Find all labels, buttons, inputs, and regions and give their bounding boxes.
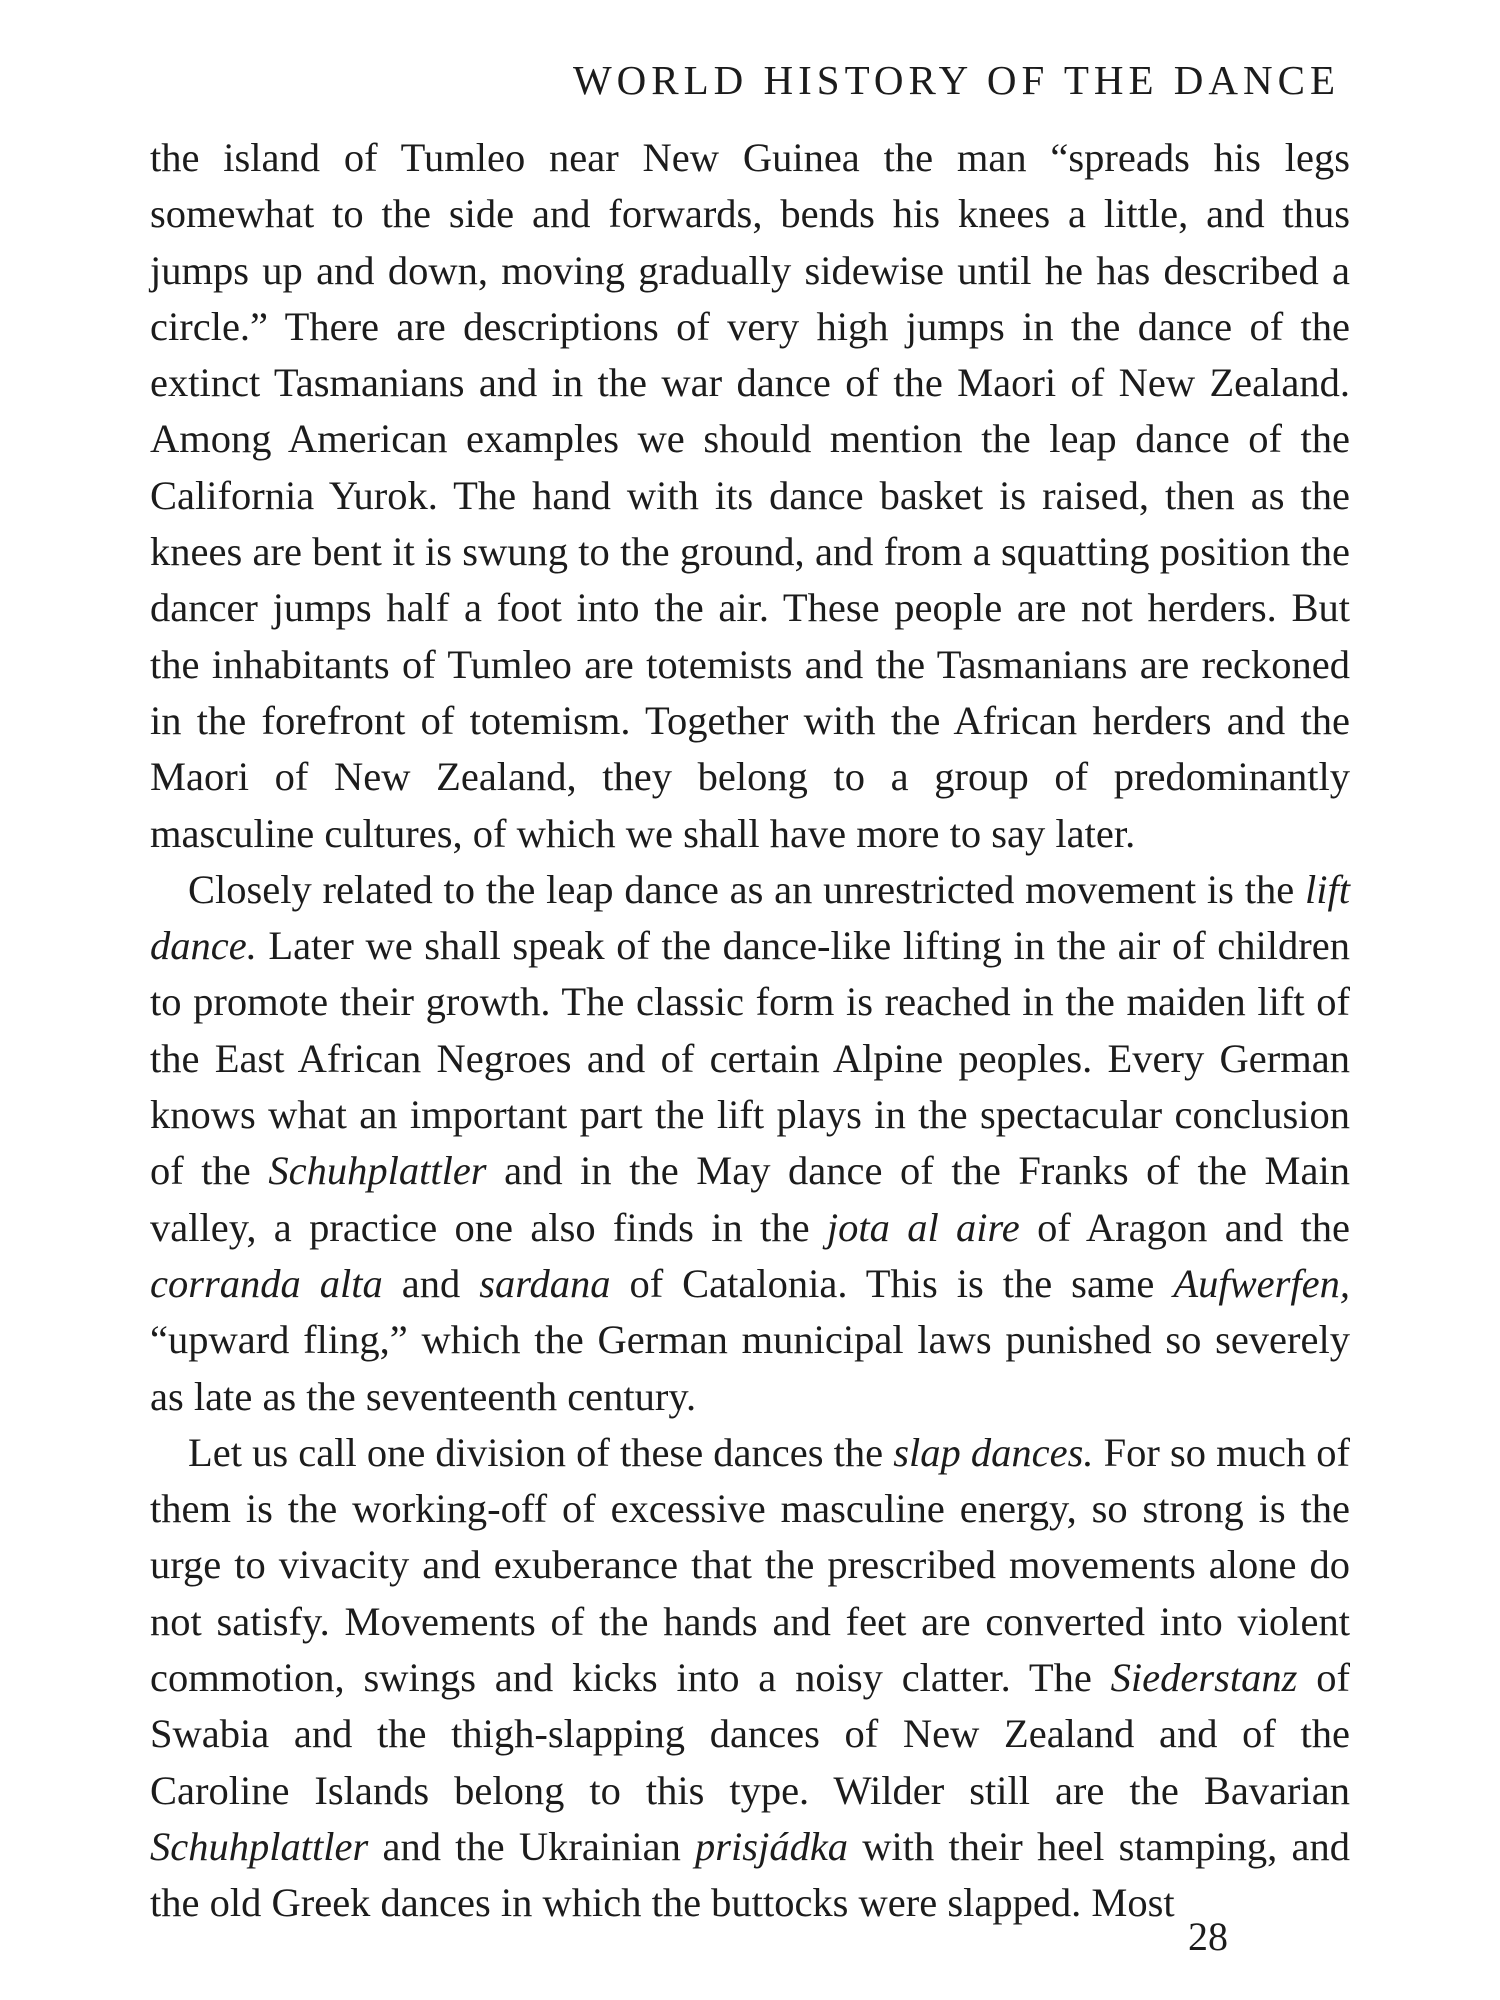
paragraph bbox=[150, 862, 1350, 1425]
running-head: WORLD HISTORY OF THE DANCE bbox=[572, 57, 1340, 103]
italic-term: lift dance. bbox=[150, 866, 1350, 969]
paragraph bbox=[150, 130, 1350, 862]
italic-term: prisjádka bbox=[695, 1823, 849, 1869]
text-run: Let us call one division of these dances the bbox=[188, 1429, 894, 1475]
italic-term: jota al aire bbox=[826, 1204, 1020, 1250]
text-run: Closely related to the leap dance as an unrestricted movement is the bbox=[188, 866, 1305, 912]
text-run: Later we shall speak of the dance-like lifting in the air of children to promote their growth. The classic form is reached in the maiden lift of the East African Negroes and of certain Alpine peoples. Every German knows what an important part the lift plays in the spectacular conclusion of the bbox=[150, 923, 1350, 1194]
text-run: of Aragon and the bbox=[1019, 1204, 1350, 1250]
italic-term: Schuhplattler bbox=[268, 1148, 487, 1194]
text-run: and bbox=[382, 1260, 480, 1306]
text-run: and the Ukrainian bbox=[368, 1823, 696, 1869]
italic-term: Siederstanz bbox=[1110, 1655, 1298, 1701]
italic-term: slap dances. bbox=[893, 1429, 1094, 1475]
italic-term: Aufwerfen, bbox=[1173, 1260, 1350, 1306]
italic-term: Schuhplattler bbox=[150, 1823, 369, 1869]
body-text bbox=[150, 130, 1350, 1932]
text-run: of Swabia and the thigh-slapping dances of New Zealand and of the Caroline Islands belong to this type. Wilder still are the Bavarian bbox=[150, 1655, 1350, 1813]
text-run: of Catalonia. This is the same bbox=[610, 1260, 1174, 1306]
text-run: with their heel stamping, and the old Greek dances in which the buttocks were slapped. Most bbox=[150, 1823, 1350, 1926]
text-run: the island of Tumleo near New Guinea the man “spreads his legs somewhat to the side and forwards, bends his knees a little, and thus jumps up and down, moving gradually sidewise until he has described a circle.” There are descriptions of very high jumps in the dance of the extinct Tasmanians and in the war dance of the Maori of New Zealand. Among American examples we should mention the leap dance of the California Yurok. The hand with its dance basket is raised, then as the knees are bent it is swung to the ground, and from a squatting position the dancer jumps half a foot into the air. These people are not herders. But the inhabitants of Tumleo are totemists and the Tasmanians are reckoned in the forefront of totemism. Together with the African herders and the Maori of New Zealand, they belong to a group of predominantly masculine cultures, of which we shall have more to say later. bbox=[150, 135, 1350, 856]
text-run: For so much of them is the working-off of excessive masculine energy, so strong is the urge to vivacity and exuberance that the prescribed movements alone do not satisfy. Movements of the hands and feet are converted into violent commotion, swings and kicks into a noisy clatter. The bbox=[150, 1429, 1350, 1701]
text-run: “upward fling,” which the German municipal laws punished so severely as late as the seventeenth century. bbox=[150, 1317, 1350, 1419]
text-run: and in the May dance of the Franks of the Main valley, a practice one also finds in the bbox=[150, 1148, 1350, 1250]
paragraph bbox=[150, 1425, 1350, 1932]
page-number: 28 bbox=[1188, 1914, 1228, 1959]
italic-term: sardana bbox=[479, 1260, 611, 1306]
italic-term: corranda alta bbox=[150, 1260, 383, 1306]
